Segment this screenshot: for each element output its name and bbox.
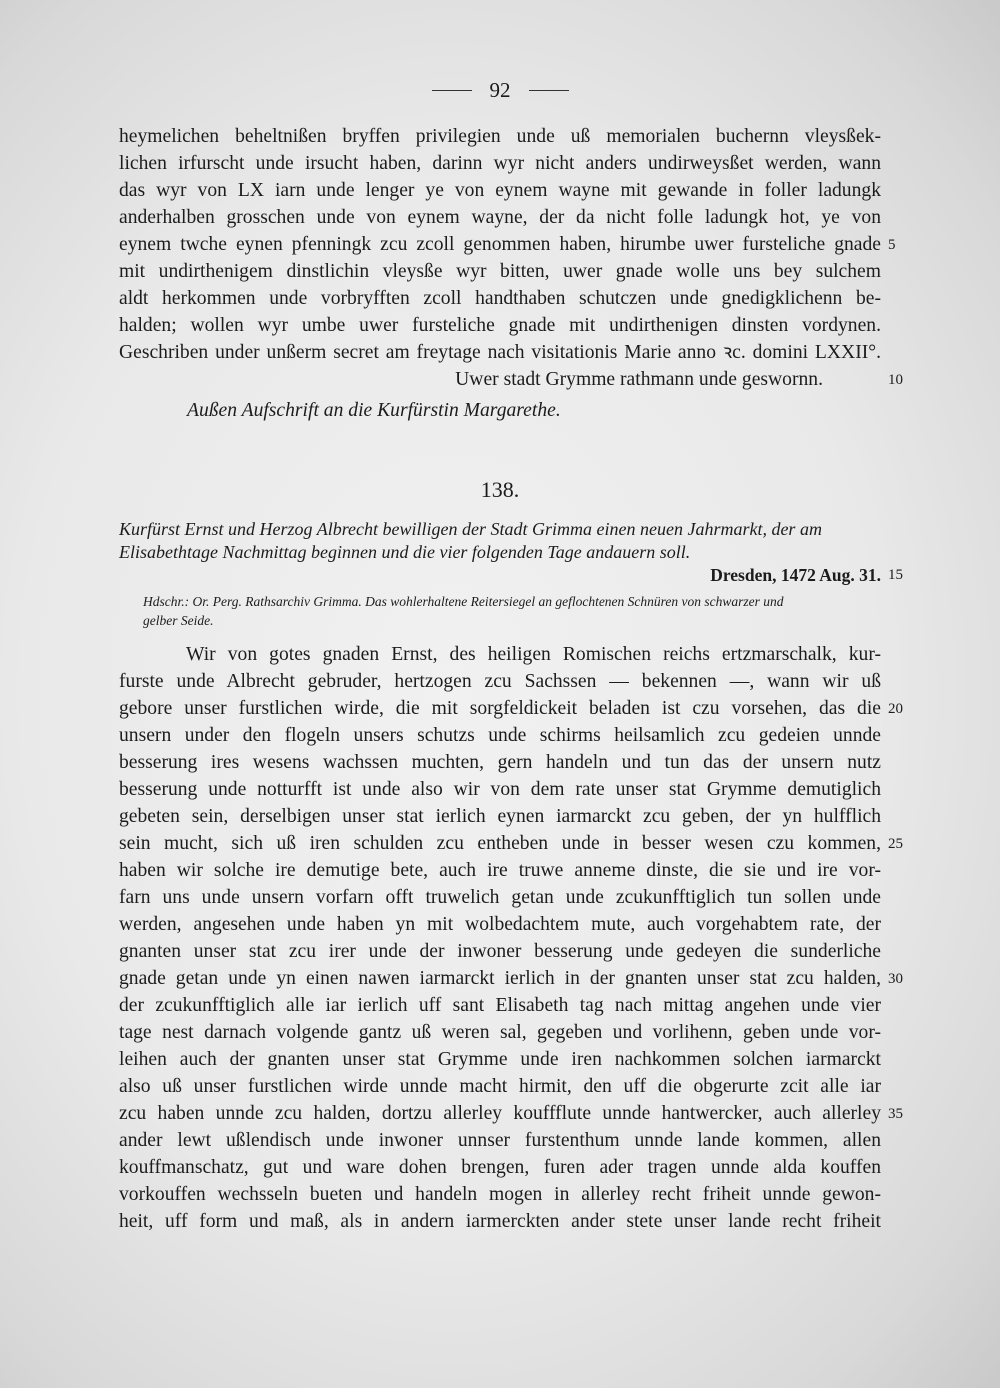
line-number: 10 (888, 372, 903, 388)
body-line: furste unde Albrecht gebruder, hertzogen zcu Sachssen — bekennen —, wann wir uß (119, 671, 881, 692)
body-line: ander lewt ußlendisch unde inwoner unnser furstenthum unnde lande kommen, allen (119, 1130, 881, 1151)
text-line: anderhalben grosschen unde von eynem wayne, der da nicht folle ladungk hot, ye von (119, 207, 881, 228)
text-line: halden; wollen wyr umbe uwer fursteliche gnade mit undirthenigen dinsten vordynen. (119, 315, 881, 336)
text-line: aldt herkommen unde vorbryfften zcoll handthaben schutczen unde gnedigklichenn be- (119, 288, 881, 309)
body-line: zcu haben unnde zcu halden, dortzu allerley kouffflute unnde hantwercker, auch allerley (119, 1103, 881, 1124)
text-line: mit undirthenigem dinstlichin vleysße wyr bitten, uwer gnade wolle uns bey sulchem (119, 261, 881, 282)
body-line: vorkouffen wechsseln bueten und handeln mogen in allerley recht friheit unnde gewon- (119, 1184, 881, 1205)
line-number: 25 (888, 836, 903, 852)
header-rule-right (529, 90, 569, 91)
body-line: besserung unde notturfft ist unde also wir von dem rate unser stat Grymme demutiglich (119, 779, 881, 800)
text-line: lichen irfurscht unde irsucht haben, darinn wyr nicht anders undirweysßet werden, wann (119, 153, 881, 174)
body-line: werden, angesehen unde haben yn mit wolbedachtem mute, auch vorgehabtem rate, der (119, 914, 881, 935)
signature-line: Uwer stadt Grymme rathmann unde geswornn. (455, 369, 823, 390)
body-line: gnade getan unde yn einen nawen iarmarckt ierlich in der gnanten unser stat zcu halden, (119, 968, 881, 989)
body-line: sein mucht, sich uß iren schulden zcu entheben unde in besser wesen czu kommen, (119, 833, 881, 854)
body-line: farn uns unde unsern vorfarn offt truwelich getan unde zcukunfftiglich tun sollen unde (119, 887, 881, 908)
document-summary-line: Kurfürst Ernst und Herzog Albrecht bewilligen der Stadt Grimma einen neuen Jahrmarkt, der am (119, 519, 822, 539)
outside-note: Außen Aufschrift an die Kurfürstin Margarethe. (187, 400, 561, 421)
body-line: besserung ires wesens wachssen muchten, gern handeln und tun das der unsern nutz (119, 752, 881, 773)
body-line: Wir von gotes gnaden Ernst, des heiligen Romischen reichs ertzmarschalk, kur- (186, 644, 881, 665)
body-line: leihen auch der gnanten unser stat Grymme unde iren nachkommen solchen iarmarckt (119, 1049, 881, 1070)
body-line: gebeten sein, derselbigen unser stat ierlich eynen iarmarckt zcu geben, der yn hulfflich (119, 806, 881, 827)
body-line: haben wir solche ire demutige bete, auch ire truwe anneme dinste, die sie und ire vor- (119, 860, 881, 881)
body-line: gnanten unser stat zcu irer unde der inwoner besserung unde gedeyen die sunderliche (119, 941, 881, 962)
body-line: also uß unser furstlichen wirde unnde macht hirmit, den uff die obgerurte zcit alle iar (119, 1076, 881, 1097)
document-summary-line: Elisabethtage Nachmittag beginnen und die vier folgenden Tage andauern soll. (119, 542, 691, 562)
body-line: gebore unser furstlichen wirde, die mit sorgfeldickeit beladen ist czu vorsehen, das die (119, 698, 881, 719)
text-line: Geschriben under unßerm secret am freytage nach visitationis Marie anno ꝛc. domini LXXII°. (119, 342, 881, 363)
line-number: 5 (888, 237, 896, 253)
body-line: heit, uff form und maß, als in andern iarmerckten ander stete unser lande recht friheit (119, 1211, 881, 1232)
source-note-line: Hdschr.: Or. Perg. Rathsarchiv Grimma. Das wohlerhaltene Reitersiegel an geflochtenen Schnüren von schwarzer und (143, 594, 784, 609)
page-number: 92 (489, 78, 511, 102)
place-date: Dresden, 1472 Aug. 31. (710, 565, 881, 585)
body-line: tage nest darnach volgende gantz uß weren sal, gegeben und vorlihenn, geben unde vor- (119, 1022, 881, 1043)
text-line: das wyr von LX iarn unde lenger ye von eynem wayne mit gewande in foller ladungk (119, 180, 881, 201)
header-rule-left (432, 90, 472, 91)
line-number: 20 (888, 701, 903, 717)
body-line: kouffmanschatz, gut und ware dohen brengen, furen ader tragen unnde alda kouffen (119, 1157, 881, 1178)
body-line: der zcukunfftiglich alle iar ierlich uff sant Elisabeth tag nach mittag angehen unde vier (119, 995, 881, 1016)
text-line: heymelichen beheltnißen bryffen privilegien unde uß memorialen buchernn vleysßek- (119, 126, 881, 147)
line-number: 30 (888, 971, 903, 987)
page-header (0, 78, 1000, 103)
body-line: unsern under den flogeln unsers schutzs unde schirms heilsamlich zcu gedeien unnde (119, 725, 881, 746)
text-line: eynem twche eynen pfenningk zcu zcoll genommen haben, hirumbe uwer fursteliche gnade (119, 234, 881, 255)
source-note-line: gelber Seide. (143, 613, 214, 628)
line-number: 35 (888, 1106, 903, 1122)
line-number: 15 (888, 567, 903, 583)
document-number: 138. (480, 477, 520, 502)
